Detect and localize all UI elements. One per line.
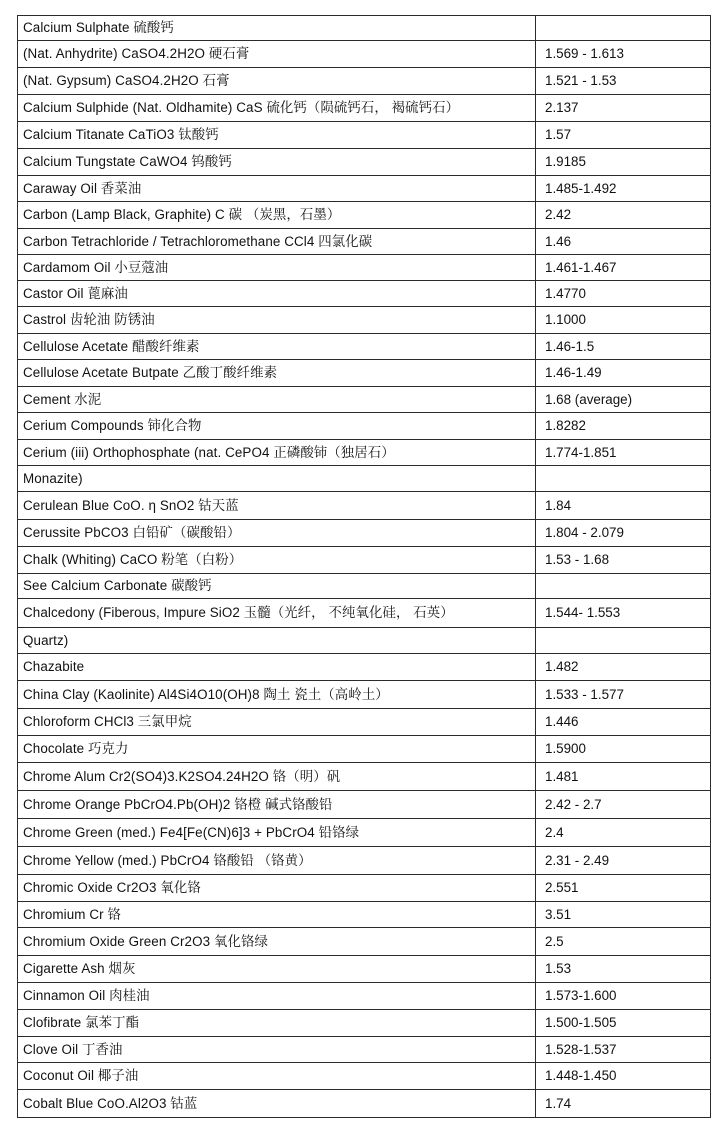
substance-cell: China Clay (Kaolinite) Al4Si4O10(OH)8 陶土 瓷土（高岭土） [18,681,536,709]
table-row [18,819,711,847]
table-row [18,122,711,149]
substance-cell: Cinnamon Oil 肉桂油 [18,983,536,1010]
substance-cell: Chazabite [18,654,536,681]
substance-cell: Quartz) [18,628,536,654]
table-row [18,466,711,492]
substance-cell: Cardamom Oil 小豆蔻油 [18,255,536,281]
substance-cell: Calcium Sulphate 硫酸钙 [18,16,536,41]
table-row [18,681,711,709]
substance-cell: Carbon (Lamp Black, Graphite) C 碳 （炭黑，石墨） [18,202,536,229]
substance-cell: Castrol 齿轮油 防锈油 [18,307,536,334]
refractive-index-cell: 1.46 [536,229,711,255]
table-row [18,41,711,68]
refractive-index-cell: 1.8282 [536,413,711,440]
table-row [18,983,711,1010]
refractive-index-cell: 1.500-1.505 [536,1010,711,1037]
substance-cell: Chromic Oxide Cr2O3 氧化铬 [18,875,536,902]
refractive-index-cell: 2.4 [536,819,711,847]
refractive-index-cell: 1.57 [536,122,711,149]
substance-cell: Cigarette Ash 烟灰 [18,956,536,983]
substance-cell: Calcium Sulphide (Nat. Oldhamite) CaS 硫化钙（陨硫钙石， 褐硫钙石） [18,95,536,122]
refractive-index-cell: 2.42 [536,202,711,229]
table-row [18,736,711,763]
table-row [18,1037,711,1063]
table-row [18,413,711,440]
table-row [18,68,711,95]
refractive-index-cell [536,574,711,599]
substance-cell: Carbon Tetrachloride / Tetrachloromethane CCl4 四氯化碳 [18,229,536,255]
refractive-index-cell: 1.544- 1.553 [536,599,711,628]
refractive-index-cell: 1.5900 [536,736,711,763]
refractive-index-cell: 1.521 - 1.53 [536,68,711,95]
refractive-index-table-container [17,15,710,1118]
table-row [18,360,711,387]
table-row [18,1090,711,1118]
substance-cell: Caraway Oil 香菜油 [18,176,536,202]
refractive-index-cell: 1.46-1.5 [536,334,711,360]
refractive-index-cell: 1.569 - 1.613 [536,41,711,68]
table-row [18,847,711,875]
table-row [18,281,711,307]
table-row [18,334,711,360]
table-row [18,928,711,956]
table-row [18,149,711,176]
substance-cell: Chloroform CHCl3 三氯甲烷 [18,709,536,736]
table-row [18,1010,711,1037]
refractive-index-cell: 2.5 [536,928,711,956]
table-row [18,574,711,599]
table-row [18,229,711,255]
substance-cell: Clofibrate 氯苯丁酯 [18,1010,536,1037]
substance-cell: Chromium Oxide Green Cr2O3 氧化铬绿 [18,928,536,956]
substance-cell: Calcium Titanate CaTiO3 钛酸钙 [18,122,536,149]
substance-cell: Cobalt Blue CoO.Al2O3 钴蓝 [18,1090,536,1118]
refractive-index-cell: 1.461-1.467 [536,255,711,281]
substance-cell: Cerium Compounds 铈化合物 [18,413,536,440]
substance-cell: Monazite) [18,466,536,492]
refractive-index-cell: 1.68 (average) [536,387,711,413]
substance-cell: (Nat. Anhydrite) CaSO4.2H2O 硬石膏 [18,41,536,68]
refractive-index-cell: 2.137 [536,95,711,122]
substance-cell: Clove Oil 丁香油 [18,1037,536,1063]
refractive-index-table [17,15,711,1118]
table-row [18,875,711,902]
refractive-index-cell: 1.573-1.600 [536,983,711,1010]
table-row [18,654,711,681]
substance-cell: (Nat. Gypsum) CaSO4.2H2O 石膏 [18,68,536,95]
refractive-index-cell: 2.551 [536,875,711,902]
refractive-index-cell: 1.481 [536,763,711,791]
refractive-index-cell [536,16,711,41]
substance-cell: Chalcedony (Fiberous, Impure SiO2 玉髓（光纤， 不纯氧化硅， 石英） [18,599,536,628]
table-row [18,16,711,41]
refractive-index-cell: 1.74 [536,1090,711,1118]
substance-cell: Cellulose Acetate Butpate 乙酸丁酸纤维素 [18,360,536,387]
substance-cell: Cement 水泥 [18,387,536,413]
table-row [18,202,711,229]
substance-cell: Cerium (iii) Orthophosphate (nat. CePO4 正磷酸铈（独居石） [18,440,536,466]
table-body [18,16,711,1118]
substance-cell: Chromium Cr 铬 [18,902,536,928]
table-row [18,791,711,819]
substance-cell: Cellulose Acetate 醋酸纤维素 [18,334,536,360]
refractive-index-cell: 2.42 - 2.7 [536,791,711,819]
table-row [18,709,711,736]
substance-cell: Chrome Yellow (med.) PbCrO4 铬酸铅 （铬黄） [18,847,536,875]
substance-cell: Chocolate 巧克力 [18,736,536,763]
refractive-index-cell: 1.804 - 2.079 [536,520,711,547]
refractive-index-cell: 1.4770 [536,281,711,307]
refractive-index-cell: 1.774-1.851 [536,440,711,466]
table-row [18,95,711,122]
refractive-index-cell: 3.51 [536,902,711,928]
refractive-index-cell: 1.9185 [536,149,711,176]
substance-cell: Calcium Tungstate CaWO4 钨酸钙 [18,149,536,176]
table-row [18,763,711,791]
refractive-index-cell: 1.482 [536,654,711,681]
refractive-index-cell: 2.31 - 2.49 [536,847,711,875]
table-row [18,628,711,654]
refractive-index-cell: 1.1000 [536,307,711,334]
table-row [18,307,711,334]
refractive-index-cell: 1.533 - 1.577 [536,681,711,709]
substance-cell: Chrome Green (med.) Fe4[Fe(CN)6]3 + PbCrO4 铅铬绿 [18,819,536,847]
refractive-index-cell: 1.53 [536,956,711,983]
refractive-index-cell: 1.528-1.537 [536,1037,711,1063]
table-row [18,255,711,281]
table-row [18,902,711,928]
substance-cell: Castor Oil 蓖麻油 [18,281,536,307]
refractive-index-cell: 1.53 - 1.68 [536,547,711,574]
refractive-index-cell [536,466,711,492]
refractive-index-cell [536,628,711,654]
substance-cell: Chrome Orange PbCrO4.Pb(OH)2 铬橙 碱式铬酸铅 [18,791,536,819]
table-row [18,492,711,520]
substance-cell: Chrome Alum Cr2(SO4)3.K2SO4.24H2O 铬（明）矾 [18,763,536,791]
substance-cell: Cerulean Blue CoO. η SnO2 钴天蓝 [18,492,536,520]
table-row [18,520,711,547]
refractive-index-cell: 1.446 [536,709,711,736]
table-row [18,956,711,983]
refractive-index-cell: 1.46-1.49 [536,360,711,387]
refractive-index-cell: 1.485-1.492 [536,176,711,202]
substance-cell: Cerussite PbCO3 白铅矿（碳酸铅） [18,520,536,547]
substance-cell: See Calcium Carbonate 碳酸钙 [18,574,536,599]
table-row [18,547,711,574]
table-row [18,440,711,466]
refractive-index-cell: 1.84 [536,492,711,520]
substance-cell: Coconut Oil 椰子油 [18,1063,536,1090]
table-row [18,387,711,413]
substance-cell: Chalk (Whiting) CaCO 粉笔（白粉） [18,547,536,574]
table-row [18,599,711,628]
table-row [18,1063,711,1090]
refractive-index-cell: 1.448-1.450 [536,1063,711,1090]
table-row [18,176,711,202]
